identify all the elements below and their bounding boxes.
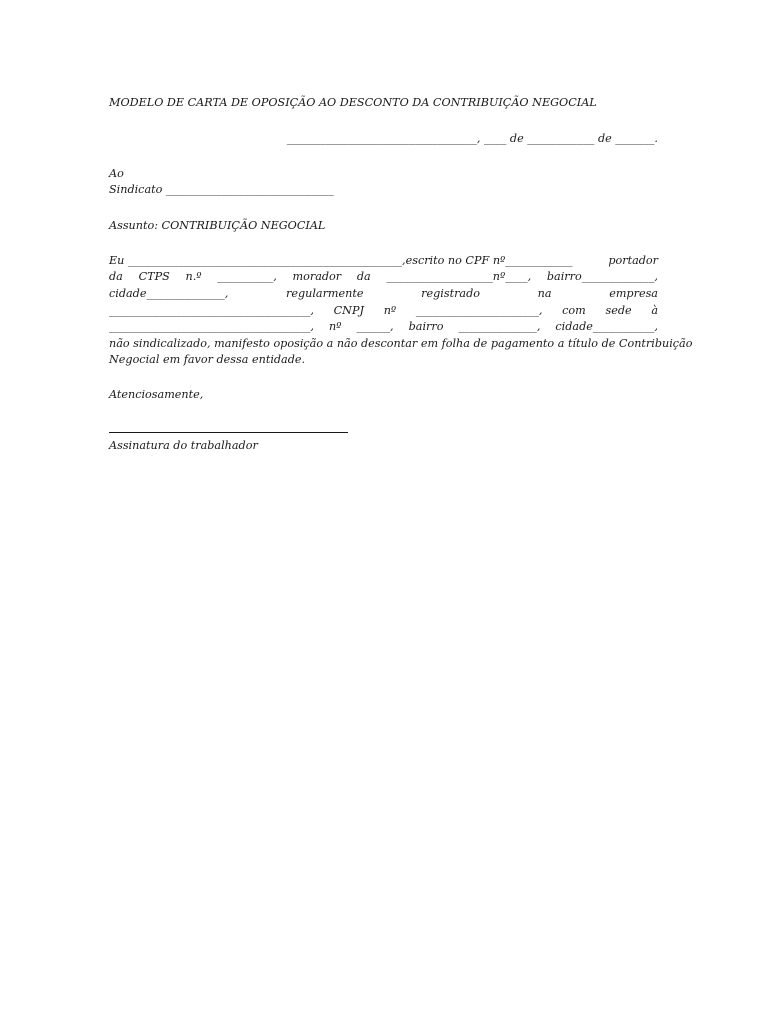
body-word: ____________________________________,	[109, 304, 314, 317]
body-word: cidade______________,	[109, 287, 229, 300]
body-line-2	[109, 269, 658, 284]
body-line-3	[109, 286, 658, 301]
body-line-7: Negocial em favor dessa entidade.	[109, 353, 306, 366]
body-line-1	[109, 253, 658, 268]
body-word: à	[651, 304, 658, 317]
signature-label: Assinatura do trabalhador	[109, 439, 258, 452]
body-word: nº	[328, 320, 342, 333]
body-line-6: não sindicalizado, manifesto oposição a não descontar em folha de pagamento a título de Contribuição	[109, 337, 693, 350]
body-word: ______________________,	[415, 304, 543, 317]
body-word: morador	[292, 270, 342, 283]
body-word: portador	[608, 254, 658, 267]
body-word: ___________________nº____,	[386, 270, 532, 283]
body-word: na	[537, 287, 552, 300]
body-word: n.º	[185, 270, 202, 283]
body-word: bairro_____________,	[546, 270, 658, 283]
recipient-sindicato: Sindicato ______________________________	[109, 183, 334, 196]
body-word: registrado	[421, 287, 480, 300]
body-word: da	[109, 270, 123, 283]
body-word: CNPJ	[333, 304, 364, 317]
body-word: sede	[605, 304, 632, 317]
closing-text: Atenciosamente,	[109, 388, 204, 401]
body-word: ______,	[356, 320, 394, 333]
body-word: Eu _________________________________________________,escrito no CPF nº____________	[109, 254, 573, 267]
body-word: ______________,	[458, 320, 541, 333]
signature-line	[109, 432, 348, 433]
recipient-ao: Ao	[109, 167, 124, 180]
body-line-4	[109, 303, 658, 318]
body-word: com	[562, 304, 586, 317]
body-word: ____________________________________,	[109, 320, 314, 333]
body-word: cidade___________,	[555, 320, 658, 333]
body-word: CTPS	[138, 270, 170, 283]
body-word: bairro	[408, 320, 444, 333]
subject-line: Assunto: CONTRIBUIÇÃO NEGOCIAL	[109, 219, 326, 232]
body-line-5	[109, 319, 658, 334]
body-word: da	[356, 270, 371, 283]
date-line: __________________________________, ____ de ____________ de _______.	[286, 132, 658, 145]
document-title: MODELO DE CARTA DE OPOSIÇÃO AO DESCONTO DA CONTRIBUIÇÃO NEGOCIAL	[109, 96, 597, 109]
body-word: regularmente	[285, 287, 364, 300]
body-word: empresa	[609, 287, 658, 300]
body-word: __________,	[217, 270, 277, 283]
body-word: nº	[383, 304, 397, 317]
